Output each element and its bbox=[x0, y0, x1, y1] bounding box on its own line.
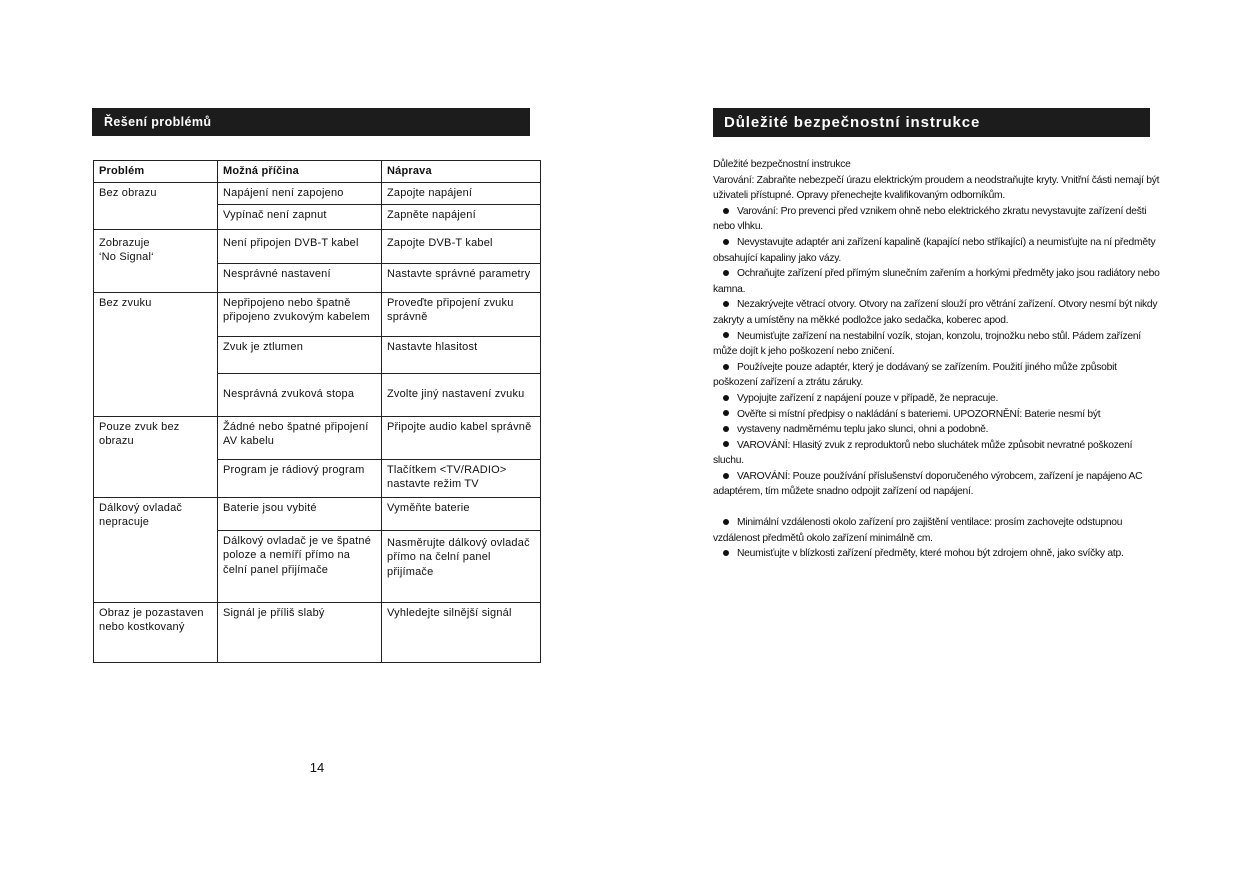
paragraph-gap bbox=[713, 500, 1163, 515]
bullet-item: Ochraňujte zařízení před přímým slunečním zařením a horkými předměty jako jsou radiátory nebo kamna. bbox=[713, 268, 1160, 295]
bullet-item: Používejte pouze adaptér, který je dodávaný se zařízením. Použití jiného může způsobit poškození zařízení a ztrátu záruky. bbox=[713, 361, 1117, 389]
remedy-cell: Vyměňte baterie bbox=[382, 497, 541, 530]
problem-cell: Dálkový ovladač nepracuje bbox=[94, 497, 218, 602]
table-row bbox=[94, 292, 541, 336]
intro-warning: Varování: Zabraňte nebezpečí úrazu elektrickým proudem a neodstraňujte kryty. Vnitřní části nemají být uživateli přístupné. Opravy přenechejte kvalifikovaným odborníkům. bbox=[713, 174, 1160, 202]
troubleshooting-title: Řešení problémů bbox=[104, 115, 212, 129]
cause-cell: Zvuk je ztlumen bbox=[218, 336, 382, 373]
problem-cell: Bez obrazu bbox=[94, 183, 218, 230]
column-header-problem: Problém bbox=[94, 161, 218, 183]
remedy-cell: Zapněte napájení bbox=[382, 204, 541, 229]
remedy-cell: Nasměrujte dálkový ovladač přímo na čelní panel přijímače bbox=[382, 530, 541, 602]
bullet-icon bbox=[723, 426, 729, 432]
troubleshooting-table bbox=[93, 160, 541, 663]
bullet-icon bbox=[723, 550, 729, 556]
cause-cell: Nepřipojeno nebo špatně připojeno zvukovým kabelem bbox=[218, 292, 382, 336]
cause-cell: Signál je příliš slabý bbox=[218, 602, 382, 662]
problem-cell: Bez zvuku bbox=[94, 292, 218, 416]
bullet-item: Ověřte si místní předpisy o nakládání s bateriemi. UPOZORNĚNÍ: Baterie nesmí být bbox=[713, 407, 1163, 423]
cause-cell: Nesprávná zvuková stopa bbox=[218, 373, 382, 416]
remedy-cell: Vyhledejte silnější signál bbox=[382, 602, 541, 662]
bullet-icon bbox=[723, 410, 729, 416]
table-row bbox=[94, 416, 541, 459]
safety-title: Důležité bezpečnostní instrukce bbox=[724, 114, 981, 131]
bullet-item: Varování: Pro prevenci před vznikem ohně nebo elektrického zkratu nevystavujte zařízení dešti nebo vlhku. bbox=[713, 205, 1147, 233]
remedy-cell: Nastavte hlasitost bbox=[382, 336, 541, 373]
remedy-cell: Proveďte připojení zvuku správně bbox=[382, 292, 541, 336]
problem-cell: Pouze zvuk bez obrazu bbox=[94, 416, 218, 497]
page-number: 14 bbox=[309, 760, 325, 775]
bullet-icon bbox=[723, 364, 729, 370]
bullet-item: Nezakrývejte větrací otvory. Otvory na zařízení slouží pro větrání zařízení. Otvory nesmí být nikdy zakryty a umístěny na měkké podložce jako sedačka, koberec apod. bbox=[713, 299, 1158, 326]
table-row bbox=[94, 497, 541, 530]
cause-cell: Baterie jsou vybité bbox=[218, 497, 382, 530]
bullet-icon bbox=[723, 270, 729, 276]
column-header-remedy: Náprava bbox=[382, 161, 541, 183]
cause-cell: Žádné nebo špatné připojení AV kabelu bbox=[218, 416, 382, 459]
column-header-cause: Možná příčina bbox=[218, 161, 382, 183]
bullet-icon bbox=[723, 473, 729, 479]
bullet-item: VAROVÁNÍ: Pouze používání příslušenství doporučeného výrobcem, zařízení je napájeno AC adaptérem, tím můžete snadno odpojit zařízení od napájení. bbox=[713, 470, 1143, 498]
table-row bbox=[94, 183, 541, 205]
bullet-item: Vypojujte zařízení z napájení pouze v případě, že nepracuje. bbox=[713, 391, 1163, 407]
bullet-item: Minimální vzdálenosti okolo zařízení pro zajištění ventilace: prosím zachovejte odstupnou vzdálenost předmětů okolo zařízení minimálně cm. bbox=[713, 517, 1123, 544]
cause-cell: Napájení není zapojeno bbox=[218, 183, 382, 205]
cause-cell: Dálkový ovladač je ve špatné poloze a nemíří přímo na čelní panel přijímače bbox=[218, 530, 382, 602]
bullet-icon bbox=[723, 519, 729, 525]
table-row bbox=[94, 229, 541, 263]
safety-title-bar bbox=[713, 108, 1150, 137]
table-row bbox=[94, 602, 541, 662]
remedy-cell: Tlačítkem <TV/RADIO> nastavte režim TV bbox=[382, 459, 541, 497]
bullet-icon bbox=[723, 301, 729, 307]
remedy-cell: Zvolte jiný nastavení zvuku bbox=[382, 373, 541, 416]
troubleshooting-title-bar bbox=[92, 108, 530, 136]
problem-cell: Zobrazuje ‘No Signal‘ bbox=[94, 229, 218, 292]
cause-cell: Není připojen DVB-T kabel bbox=[218, 229, 382, 263]
bullet-item: Neumisťujte v blízkosti zařízení předměty, které mohou být zdrojem ohně, jako svíčky atp. bbox=[713, 546, 1163, 562]
bullet-icon bbox=[723, 395, 729, 401]
safety-instructions bbox=[713, 157, 1163, 562]
intro-heading: Důležité bezpečnostní instrukce bbox=[713, 159, 851, 170]
cause-cell: Vypínač není zapnut bbox=[218, 204, 382, 229]
bullet-item: vystaveny nadměrnému teplu jako slunci, ohni a podobně. bbox=[713, 422, 1163, 438]
bullet-icon bbox=[723, 332, 729, 338]
bullet-item: Nevystavujte adaptér ani zařízení kapalině (kapající nebo stříkající) a neumisťujte na ní předměty obsahující kapaliny jako vázy. bbox=[713, 236, 1156, 264]
remedy-cell: Zapojte DVB-T kabel bbox=[382, 229, 541, 263]
table-header-row bbox=[94, 161, 541, 183]
cause-cell: Program je rádiový program bbox=[218, 459, 382, 497]
bullet-item: VAROVÁNÍ: Hlasitý zvuk z reproduktorů nebo sluchátek může způsobit nevratné poškození sluchu. bbox=[713, 439, 1133, 467]
problem-cell: Obraz je pozastaven nebo kostkovaný bbox=[94, 602, 218, 662]
bullet-icon bbox=[723, 239, 729, 245]
remedy-cell: Nastavte správné parametry bbox=[382, 263, 541, 292]
remedy-cell: Zapojte napájení bbox=[382, 183, 541, 205]
cause-cell: Nesprávné nastavení bbox=[218, 263, 382, 292]
bullet-item: Neumisťujte zařízení na nestabilní vozík, stojan, konzolu, trojnožku nebo stůl. Pádem zařízení může dojít k jeho poškození nebo zničení. bbox=[713, 330, 1141, 358]
bullet-icon bbox=[723, 208, 729, 214]
remedy-cell: Připojte audio kabel správně bbox=[382, 416, 541, 459]
bullet-icon bbox=[723, 441, 729, 447]
